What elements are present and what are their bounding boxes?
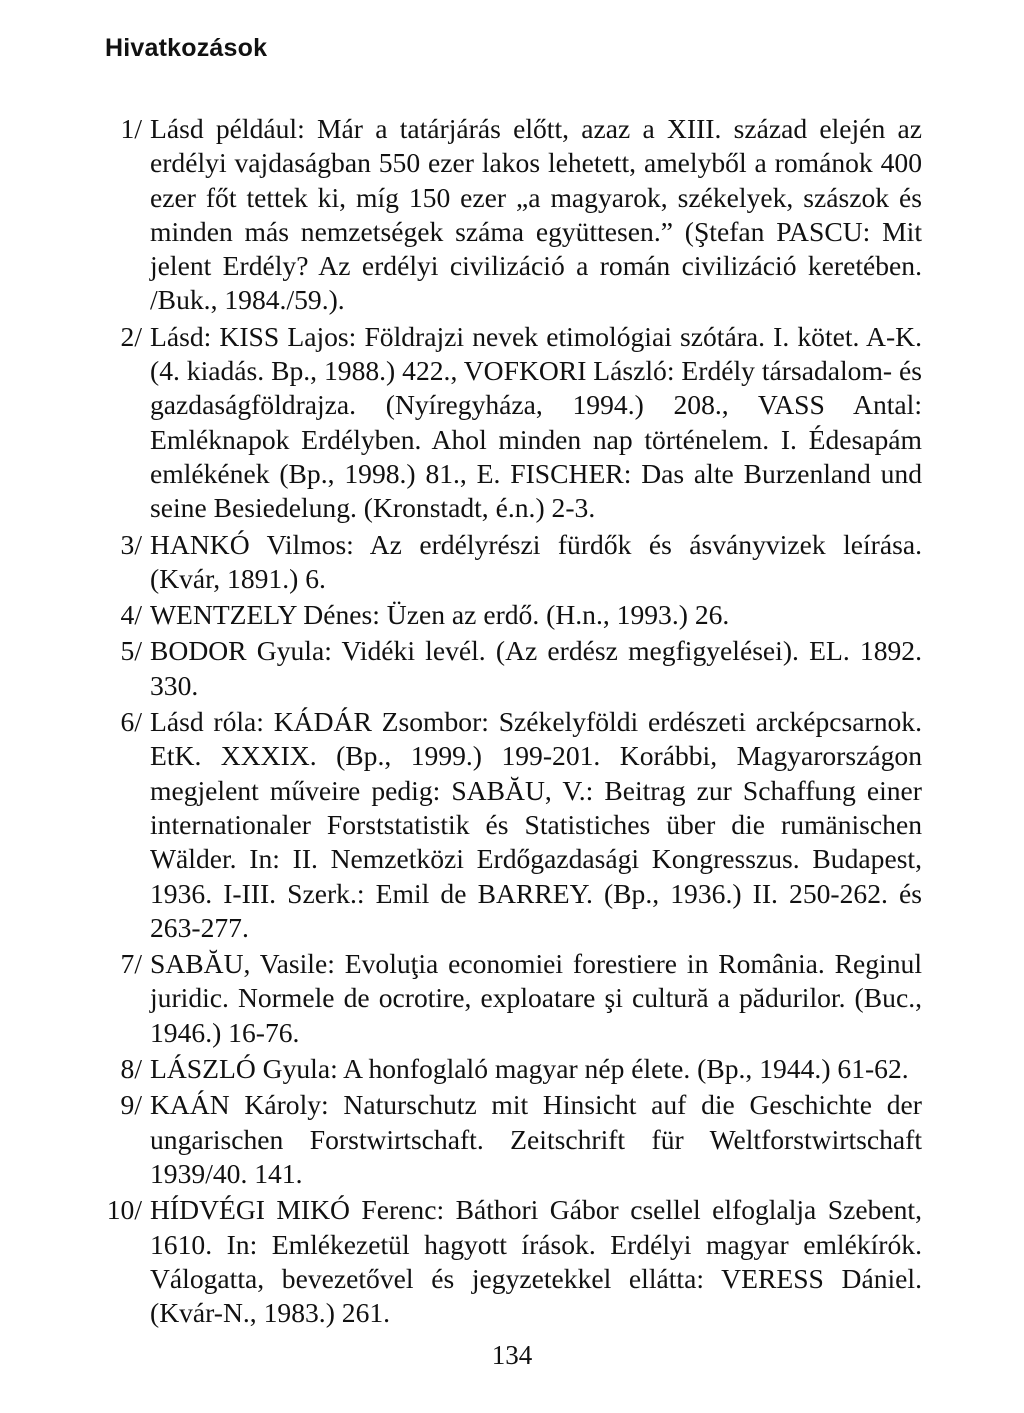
reference-item-7 xyxy=(92,947,932,1050)
reference-number: 6/ xyxy=(120,706,142,738)
reference-item-8 xyxy=(92,1052,932,1086)
page-number: 134 xyxy=(491,1340,533,1370)
reference-item-10 xyxy=(92,1193,932,1330)
reference-number: 3/ xyxy=(120,528,142,560)
reference-text: KAÁN Károly: Naturschutz mit Hinsicht auf die Geschichte der ungarischen Forstwirtschaft. Zeitschrift für Weltforstwirtschaft 1939/40. 141. xyxy=(150,1089,929,1189)
reference-item-3 xyxy=(92,528,932,597)
reference-text: Lásd például: Már a tatárjárás előtt, azaz a XIII. század elején az erdélyi vajdaságban 550 ezer lakos lehetett, amelyből a románok 400 ezer főt tettek ki, míg 150 ezer „a magyarok, székelyek, szászok és minden más nemzetségek száma együttesen.” (Ştefan PASCU: Mit jelent Erdély? Az erdélyi civilizáció a román civilizáció keretében. /Buk., 1984./59.). xyxy=(150,113,929,316)
reference-text: HÍDVÉGI MIKÓ Ferenc: Báthori Gábor csellel elfoglalja Szebent, 1610. In: Emlékezetül hagyott írások. Erdélyi magyar emlékírók. Válogatta, bevezetővel és jegyzetekkel ellátta: VERESS Dániel. (Kvár-N., 1983.) 261. xyxy=(150,1194,929,1329)
reference-number: 9/ xyxy=(120,1089,142,1121)
reference-item-2 xyxy=(92,320,932,526)
reference-number: 7/ xyxy=(120,948,142,980)
page-heading: Hivatkozások xyxy=(105,34,268,62)
reference-text: HANKÓ Vilmos: Az erdélyrészi fürdők és ásványvizek leírása. (Kvár, 1891.) 6. xyxy=(150,528,929,594)
reference-number: 2/ xyxy=(120,320,142,352)
reference-text: WENTZELY Dénes: Üzen az erdő. (H.n., 1993.) 26. xyxy=(150,599,730,631)
reference-number: 8/ xyxy=(120,1053,142,1085)
reference-list xyxy=(92,112,932,1332)
reference-text: SABĂU, Vasile: Evoluţia economiei forestiere in România. Reginul juridic. Normele de ocrotire, exploatare şi cultură a pădurilor. (Buc., 1946.) 16-76. xyxy=(150,948,929,1048)
reference-number: 5/ xyxy=(120,635,142,667)
reference-number: 1/ xyxy=(120,113,142,144)
reference-text: BODOR Gyula: Vidéki levél. (Az erdész megfigyelései). EL. 1892. 330. xyxy=(150,635,929,701)
reference-item-4 xyxy=(92,598,932,632)
reference-item-5 xyxy=(92,634,932,703)
reference-text: LÁSZLÓ Gyula: A honfoglaló magyar nép élete. (Bp., 1944.) 61-62. xyxy=(150,1053,909,1085)
reference-item-9 xyxy=(92,1088,932,1191)
reference-text: Lásd róla: KÁDÁR Zsombor: Székelyföldi erdészeti arcképcsarnok. EtK. XXXIX. (Bp., 1999.) 199-201. Korábbi, Magyarországon megjelent műveire pedig: SABĂU, V.: Beitrag zur Schaffung einer internationaler Forststatistik és Statistiches über die rumänischen Wälder. In: II. Nemzetközi Erdőgazdasági Kongresszus. Budapest, 1936. I-III. Szerk.: Emil de BARREY. (Bp., 1936.) II. 250-262. és 263-277. xyxy=(150,706,929,943)
reference-number: 10/ xyxy=(106,1194,142,1226)
reference-item-6 xyxy=(92,705,932,945)
reference-number: 4/ xyxy=(120,599,142,631)
reference-text: Lásd: KISS Lajos: Földrajzi nevek etimológiai szótára. I. kötet. A-K. (4. kiadás. Bp., 1988.) 422., VOFKORI László: Erdély társadalom- és gazdaságföldrajza. (Nyíregyháza, 1994.) 208., VASS Antal: Emléknapok Erdélyben. Ahol minden nap történelem. I. Édesapám emlékének (Bp., 1998.) 81., E. FISCHER: Das alte Burzenland und seine Besiedelung. (Kronstadt, é.n.) 2-3. xyxy=(150,320,929,524)
reference-item-1 xyxy=(92,112,932,318)
